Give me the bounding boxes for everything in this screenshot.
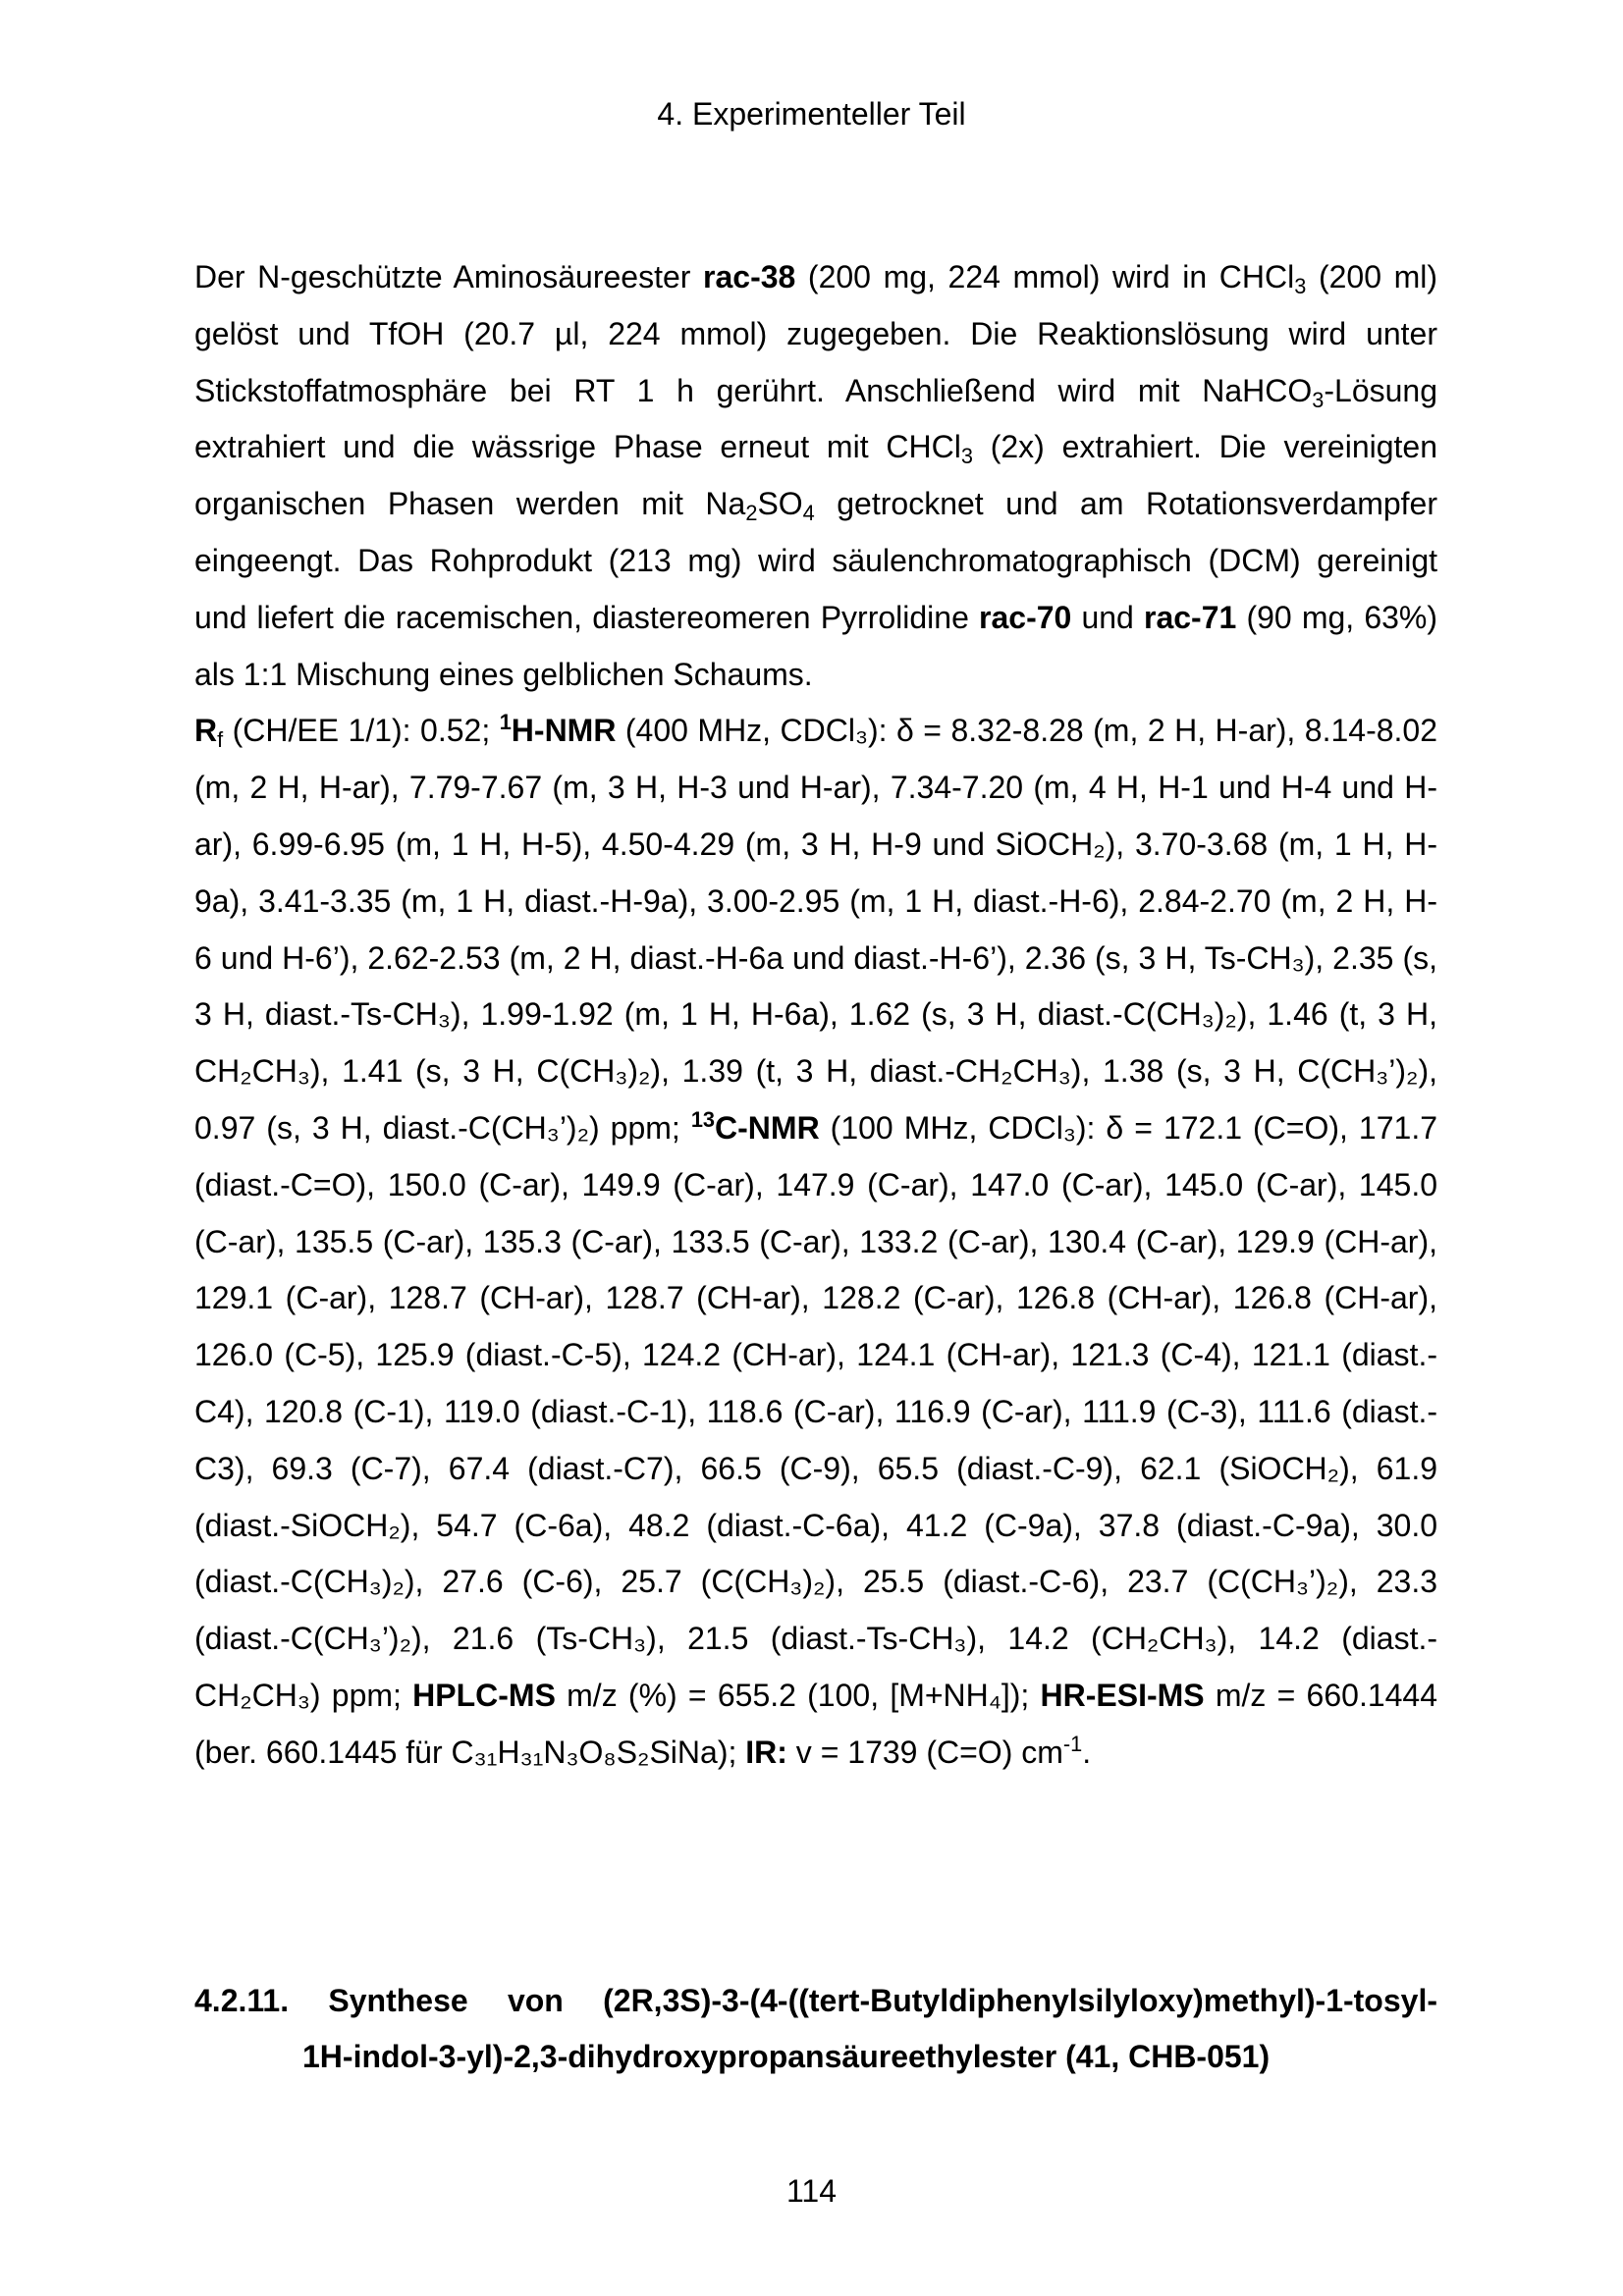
section-number: 4.2.11.: [194, 1983, 290, 2018]
subscript: 3: [1294, 274, 1307, 299]
running-header: 4. Experimenteller Teil: [657, 96, 966, 132]
procedure-paragraph: [194, 249, 1437, 703]
h-nmr-label: H-NMR: [511, 713, 617, 749]
ir-data: v = 1739 (C=O) cm: [786, 1734, 1063, 1770]
c-nmr-label: C-NMR: [715, 1109, 820, 1146]
rf-label: R: [194, 713, 218, 749]
section-title-word: Synthese: [328, 1983, 468, 2018]
text-run: -Lösung extrahiert und die wässrige Phase erneut mit CHCl: [194, 372, 1437, 465]
text-run: (2x) extrahiert. Die vereinigten organischen Phasen werden mit Na: [194, 429, 1438, 522]
section-title-word: (2R,3S)-3-(4-((tert-Butyldiphenylsilyloxy)methyl)-1-tosyl-: [603, 1983, 1437, 2018]
text-run: SO: [757, 486, 803, 522]
section-heading-line-1: [194, 1973, 1437, 2029]
hplc-ms-label: HPLC-MS: [412, 1677, 556, 1713]
text-run: und: [1071, 599, 1144, 635]
hplc-ms-data: m/z (%) = 655.2 (100, [M+NH₄]);: [555, 1677, 1041, 1713]
ir-label: IR:: [745, 1734, 787, 1770]
subscript: 4: [802, 501, 815, 526]
text-run: (90 mg, 63%) als 1:1 Mischung eines gelblichen Schaums.: [194, 599, 1438, 692]
subscript: 3: [960, 444, 973, 469]
section-heading-line-2: 1H-indol-3-yl)-2,3-dihydroxypropansäureethylester (41, CHB-051): [302, 2039, 1271, 2074]
hr-esi-ms-data: m/z = 660.1444 (ber. 660.1445 für C₃₁H₃₁N₃O₈S₂SiNa);: [194, 1677, 1438, 1770]
superscript: -1: [1062, 1731, 1083, 1756]
superscript: 1: [499, 710, 512, 735]
body-text: [194, 249, 1437, 1782]
compound-label: rac-70: [979, 599, 1072, 635]
text-run: (CH/EE 1/1): 0.52;: [223, 713, 500, 749]
section-title-word: von: [507, 1983, 564, 2018]
analytics-paragraph: [194, 703, 1437, 1781]
subscript: 2: [745, 501, 758, 526]
subscript: f: [217, 727, 224, 753]
page-number: 114: [785, 2173, 837, 2209]
h-nmr-data: (400 MHz, CDCl₃): δ = 8.32-8.28 (m, 2 H, H-ar), 8.14-8.02 (m, 2 H, H-ar), 7.79-7.67 (m, 3 H, H-3 und H-ar), 7.34-7.20 (m, 4 H, H-1 und H-4 und H-ar), 6.99-6.95 (m, 1 H, H-5), 4.50-4.29 (m, 3 H, H-9 und SiOCH₂), 3.70-3.68 (m, 1 H, H-9a), 3.41-3.35 (m, 1 H, diast.-H-9a), 3.00-2.95 (m, 1 H, diast.-H-6), 2.84-2.70 (m, 2 H, H-6 und H-6’), 2.62-2.53 (m, 2 H, diast.-H-6a und diast.-H-6’), 2.36 (s, 3 H, Ts-CH₃), 2.35 (s, 3 H, diast.-Ts-CH₃), 1.99-1.92 (m, 1 H, H-6a), 1.62 (s, 3 H, diast.-C(CH₃)₂), 1.46 (t, 3 H, CH₂CH₃), 1.41 (s, 3 H, C(CH₃)₂), 1.39 (t, 3 H, diast.-CH₂CH₃), 1.38 (s, 3 H, C(CH₃’)₂), 0.97 (s, 3 H, diast.-C(CH₃’)₂) ppm;: [194, 713, 1438, 1146]
subscript: 3: [1312, 387, 1325, 412]
compound-label: rac-38: [703, 259, 796, 294]
superscript: 13: [690, 1107, 716, 1132]
text-run: (200 mg, 224 mmol) wird in CHCl: [795, 259, 1295, 294]
text-run: (200 ml) gelöst und TfOH (20.7 µl, 224 mmol) zugegeben. Die Reaktionslösung wird unter Stickstoffatmosphäre bei RT 1 h gerührt. Anschließend wird mit NaHCO: [194, 259, 1438, 408]
c-nmr-data: (100 MHz, CDCl₃): δ = 172.1 (C=O), 171.7 (diast.-C=O), 150.0 (C-ar), 149.9 (C-ar), 147.9 (C-ar), 147.0 (C-ar), 145.0 (C-ar), 145.0 (C-ar), 135.5 (C-ar), 135.3 (C-ar), 133.5 (C-ar), 133.2 (C-ar), 130.4 (C-ar), 129.9 (CH-ar), 129.1 (C-ar), 128.7 (CH-ar), 128.7 (CH-ar), 128.2 (C-ar), 126.8 (CH-ar), 126.8 (CH-ar), 126.0 (C-5), 125.9 (diast.-C-5), 124.2 (CH-ar), 124.1 (CH-ar), 121.3 (C-4), 121.1 (diast.-C4), 120.8 (C-1), 119.0 (diast.-C-1), 118.6 (C-ar), 116.9 (C-ar), 111.9 (C-3), 111.6 (diast.-C3), 69.3 (C-7), 67.4 (diast.-C7), 66.5 (C-9), 65.5 (diast.-C-9), 62.1 (SiOCH₂), 61.9 (diast.-SiOCH₂), 54.7 (C-6a), 48.2 (diast.-C-6a), 41.2 (C-9a), 37.8 (diast.-C-9a), 30.0 (diast.-C(CH₃)₂), 27.6 (C-6), 25.7 (C(CH₃)₂), 25.5 (diast.-C-6), 23.7 (C(CH₃’)₂), 23.3 (diast.-C(CH₃’)₂), 21.6 (Ts-CH₃), 21.5 (diast.-Ts-CH₃), 14.2 (CH₂CH₃), 14.2 (diast.-CH₂CH₃) ppm;: [194, 1109, 1438, 1713]
text-run: .: [1082, 1734, 1092, 1770]
compound-label: rac-71: [1144, 599, 1237, 635]
section-heading: [194, 1973, 1437, 2085]
text-run: getrocknet und am Rotationsverdampfer eingeengt. Das Rohprodukt (213 mg) wird säulenchromatographisch (DCM) gereinigt und liefert die racemischen, diastereomeren Pyrrolidine: [194, 486, 1438, 635]
text-run: Der N-geschützte Aminosäureester: [194, 259, 704, 294]
hr-esi-ms-label: HR-ESI-MS: [1040, 1677, 1205, 1713]
